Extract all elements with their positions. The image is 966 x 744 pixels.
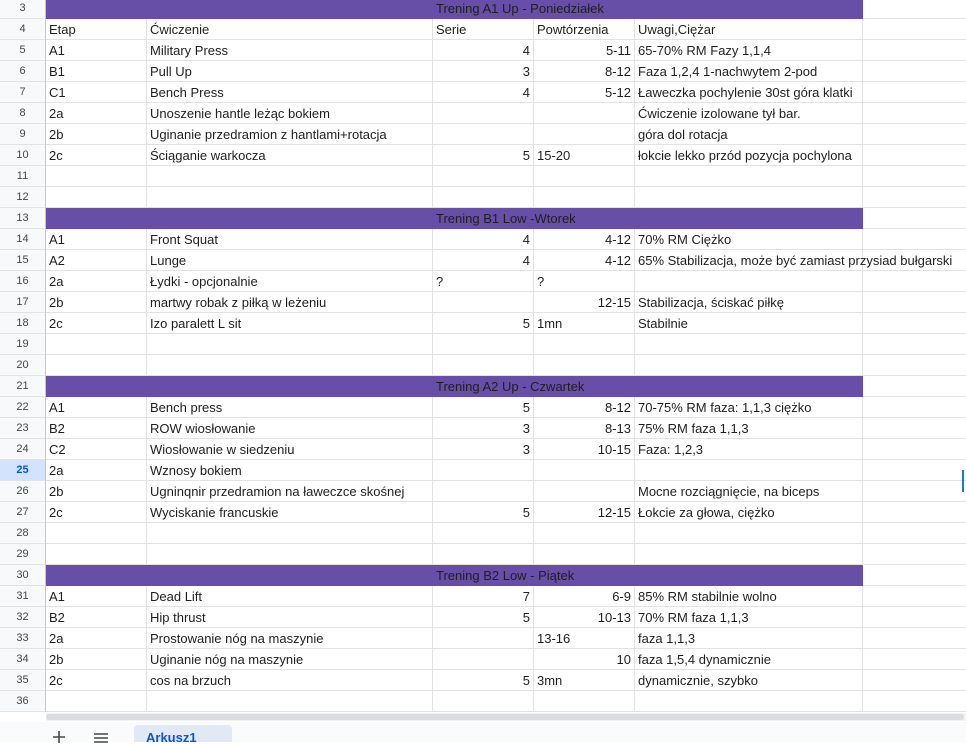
- cell-cwiczenie[interactable]: [147, 187, 433, 208]
- cell-cwiczenie[interactable]: Bench Press: [147, 82, 433, 103]
- cell-etap[interactable]: A1: [46, 40, 147, 61]
- cell-extra[interactable]: [863, 229, 966, 250]
- cell-extra[interactable]: [863, 82, 966, 103]
- row-number[interactable]: 35: [0, 670, 46, 691]
- cell-cwiczenie[interactable]: Ściąganie warkocza: [147, 145, 433, 166]
- cell-serie[interactable]: [433, 481, 534, 502]
- row-number[interactable]: 34: [0, 649, 46, 670]
- cell-uwagi[interactable]: 70% RM Ciężko: [635, 229, 863, 250]
- cell-cwiczenie[interactable]: [147, 355, 433, 376]
- section-header-row: [0, 565, 966, 586]
- cell-serie[interactable]: [433, 460, 534, 481]
- cell-cwiczenie[interactable]: [147, 334, 433, 355]
- cell-powtorzenia[interactable]: [534, 103, 635, 124]
- cell-serie[interactable]: [433, 103, 534, 124]
- cell-cwiczenie[interactable]: Ćwiczenie: [147, 19, 433, 40]
- cell-etap[interactable]: [46, 166, 147, 187]
- section-title: Trening B2 Low - Piątek: [436, 568, 575, 583]
- cell-extra[interactable]: [863, 523, 966, 544]
- cell-serie[interactable]: [433, 166, 534, 187]
- table-row: [0, 61, 966, 82]
- cell-uwagi[interactable]: Stabilnie: [635, 313, 863, 334]
- cell-powtorzenia[interactable]: ?: [534, 271, 635, 292]
- cell-extra[interactable]: [863, 355, 966, 376]
- cell-etap[interactable]: [46, 355, 147, 376]
- table-row: [0, 40, 966, 61]
- table-row: [0, 523, 966, 544]
- cell-etap[interactable]: B2: [46, 607, 147, 628]
- cell-cwiczenie[interactable]: Pull Up: [147, 61, 433, 82]
- cell-powtorzenia[interactable]: 8-13: [534, 418, 635, 439]
- cell-powtorzenia[interactable]: 6-9: [534, 586, 635, 607]
- cell-powtorzenia[interactable]: 8-12: [534, 397, 635, 418]
- row-number[interactable]: 8: [0, 103, 46, 124]
- cell-serie[interactable]: 5: [433, 313, 534, 334]
- cell-cwiczenie[interactable]: [147, 691, 433, 712]
- cell-powtorzenia[interactable]: [534, 544, 635, 565]
- cell-uwagi[interactable]: [635, 334, 863, 355]
- cell-cwiczenie[interactable]: Ugninqnir przedramion na ławeczce skośnej: [147, 481, 433, 502]
- cell-serie[interactable]: 4: [433, 40, 534, 61]
- cell-cwiczenie[interactable]: Wiosłowanie w siedzeniu: [147, 439, 433, 460]
- row-number[interactable]: 14: [0, 229, 46, 250]
- cell-etap[interactable]: B2: [46, 418, 147, 439]
- table-row: [0, 418, 966, 439]
- cell-etap[interactable]: 2b: [46, 649, 147, 670]
- cell-cwiczenie[interactable]: Dead Lift: [147, 586, 433, 607]
- cell-cwiczenie[interactable]: Wyciskanie francuskie: [147, 502, 433, 523]
- cell-powtorzenia[interactable]: 12-15: [534, 292, 635, 313]
- cell-cwiczenie[interactable]: [147, 523, 433, 544]
- cell-cwiczenie[interactable]: Military Press: [147, 40, 433, 61]
- cell-powtorzenia[interactable]: [534, 481, 635, 502]
- table-row: [0, 103, 966, 124]
- cell-serie[interactable]: 3: [433, 439, 534, 460]
- table-row: [0, 607, 966, 628]
- cell-uwagi[interactable]: Uwagi,Ciężar: [635, 19, 863, 40]
- table-row: [0, 19, 966, 40]
- cell-extra[interactable]: [863, 439, 966, 460]
- cell-cwiczenie[interactable]: Łydki - opcjonalnie: [147, 271, 433, 292]
- table-row: [0, 313, 966, 334]
- cell-uwagi[interactable]: łokcie lekko przód pozycja pochylona: [635, 145, 863, 166]
- cell-powtorzenia[interactable]: [534, 355, 635, 376]
- cell-etap[interactable]: Etap: [46, 19, 147, 40]
- cell-serie[interactable]: 4: [433, 229, 534, 250]
- cell-etap[interactable]: 2c: [46, 313, 147, 334]
- cell-cwiczenie[interactable]: Front Squat: [147, 229, 433, 250]
- cell-cwiczenie[interactable]: Izo paralett L sit: [147, 313, 433, 334]
- table-row: [0, 250, 966, 271]
- cell-extra[interactable]: [863, 628, 966, 649]
- cell-cwiczenie[interactable]: Wznosy bokiem: [147, 460, 433, 481]
- table-row: [0, 649, 966, 670]
- cell-etap[interactable]: [46, 187, 147, 208]
- table-row: [0, 82, 966, 103]
- cell-uwagi[interactable]: dynamicznie, szybko: [635, 670, 863, 691]
- cell-extra[interactable]: [863, 292, 966, 313]
- cell-serie[interactable]: Serie: [433, 19, 534, 40]
- cell-extra[interactable]: [863, 565, 966, 586]
- cell-powtorzenia[interactable]: 10: [534, 649, 635, 670]
- cell-cwiczenie[interactable]: Prostowanie nóg na maszynie: [147, 628, 433, 649]
- cell-uwagi[interactable]: [635, 166, 863, 187]
- cell-extra[interactable]: [863, 586, 966, 607]
- section-title: Trening A2 Up - Czwartek: [436, 379, 585, 394]
- table-row: [0, 628, 966, 649]
- cell-etap[interactable]: [46, 691, 147, 712]
- cell-powtorzenia[interactable]: 8-12: [534, 61, 635, 82]
- cell-etap[interactable]: C2: [46, 439, 147, 460]
- row-number[interactable]: 24: [0, 439, 46, 460]
- cell-powtorzenia[interactable]: [534, 460, 635, 481]
- section-title: Trening B1 Low -Wtorek: [436, 211, 576, 226]
- cell-uwagi[interactable]: [635, 271, 863, 292]
- cell-etap[interactable]: A1: [46, 586, 147, 607]
- hamburger-menu-icon[interactable]: [93, 732, 109, 744]
- row-number[interactable]: 6: [0, 61, 46, 82]
- row-number[interactable]: 16: [0, 271, 46, 292]
- cell-serie[interactable]: [433, 649, 534, 670]
- cell-powtorzenia[interactable]: [534, 523, 635, 544]
- cell-etap[interactable]: [46, 544, 147, 565]
- cell-serie[interactable]: [433, 292, 534, 313]
- table-row: [0, 586, 966, 607]
- cell-uwagi[interactable]: [635, 691, 863, 712]
- horizontal-scrollbar[interactable]: [46, 713, 966, 721]
- cell-serie[interactable]: 5: [433, 145, 534, 166]
- cell-serie[interactable]: 5: [433, 607, 534, 628]
- cell-uwagi[interactable]: [635, 523, 863, 544]
- cell-serie[interactable]: [433, 544, 534, 565]
- row-number[interactable]: 11: [0, 166, 46, 187]
- row-number[interactable]: 13: [0, 208, 46, 229]
- horizontal-scrollbar-thumb[interactable]: [46, 714, 964, 720]
- row-number[interactable]: 9: [0, 124, 46, 145]
- table-row: [0, 145, 966, 166]
- row-number[interactable]: 26: [0, 481, 46, 502]
- cell-extra[interactable]: [863, 0, 966, 19]
- table-row: [0, 544, 966, 565]
- cell-serie[interactable]: [433, 628, 534, 649]
- table-row: [0, 691, 966, 712]
- cell-powtorzenia[interactable]: 5-11: [534, 40, 635, 61]
- cell-extra[interactable]: [863, 670, 966, 691]
- cell-uwagi[interactable]: faza 1,1,3: [635, 628, 863, 649]
- table-row: [0, 502, 966, 523]
- cell-uwagi[interactable]: Mocne rozciągnięcie, na biceps: [635, 481, 863, 502]
- cell-uwagi[interactable]: [635, 544, 863, 565]
- cell-extra[interactable]: [863, 649, 966, 670]
- cell-serie[interactable]: 4: [433, 82, 534, 103]
- cell-cwiczenie[interactable]: [147, 544, 433, 565]
- cell-etap[interactable]: A1: [46, 397, 147, 418]
- section-title: Trening A1 Up - Poniedziałek: [436, 1, 604, 16]
- cell-uwagi[interactable]: 65% Stabilizacja, może być zamiast przysiad bułgarski: [635, 250, 863, 271]
- cell-uwagi[interactable]: Faza 1,2,4 1-nachwytem 2-pod: [635, 61, 863, 82]
- cell-extra[interactable]: [863, 460, 966, 481]
- row-number[interactable]: 12: [0, 187, 46, 208]
- table-row: [0, 166, 966, 187]
- row-number[interactable]: 10: [0, 145, 46, 166]
- cell-serie[interactable]: 5: [433, 502, 534, 523]
- cell-extra[interactable]: [863, 19, 966, 40]
- cell-serie[interactable]: [433, 691, 534, 712]
- cell-serie[interactable]: 3: [433, 418, 534, 439]
- row-number[interactable]: 4: [0, 19, 46, 40]
- row-number[interactable]: 31: [0, 586, 46, 607]
- cell-powtorzenia[interactable]: 4-12: [534, 250, 635, 271]
- cell-uwagi[interactable]: Łokcie za głowa, ciężko: [635, 502, 863, 523]
- cell-powtorzenia[interactable]: 1mn: [534, 313, 635, 334]
- row-number[interactable]: 7: [0, 82, 46, 103]
- cell-extra[interactable]: [863, 334, 966, 355]
- cell-cwiczenie[interactable]: cos na brzuch: [147, 670, 433, 691]
- cell-serie[interactable]: [433, 523, 534, 544]
- cell-uwagi[interactable]: 65-70% RM Fazy 1,1,4: [635, 40, 863, 61]
- table-row: [0, 481, 966, 502]
- cell-cwiczenie[interactable]: Lunge: [147, 250, 433, 271]
- cell-serie[interactable]: [433, 334, 534, 355]
- cell-powtorzenia[interactable]: 12-15: [534, 502, 635, 523]
- cell-extra[interactable]: [863, 271, 966, 292]
- cell-cwiczenie[interactable]: Bench press: [147, 397, 433, 418]
- row-number[interactable]: 15: [0, 250, 46, 271]
- sheet-tab-arkusz1[interactable]: Arkusz1: [134, 725, 232, 742]
- cell-powtorzenia[interactable]: 10-13: [534, 607, 635, 628]
- cell-cwiczenie[interactable]: ROW wiosłowanie: [147, 418, 433, 439]
- cell-powtorzenia[interactable]: [534, 691, 635, 712]
- cell-cwiczenie[interactable]: Hip thrust: [147, 607, 433, 628]
- cell-serie[interactable]: [433, 187, 534, 208]
- cell-uwagi[interactable]: Ławeczka pochylenie 30st góra klatki: [635, 82, 863, 103]
- cell-etap[interactable]: 2a: [46, 460, 147, 481]
- section-header-row: [0, 0, 966, 19]
- table-row: [0, 460, 966, 481]
- cell-uwagi[interactable]: [635, 187, 863, 208]
- table-row: [0, 124, 966, 145]
- section-header-row: [0, 376, 966, 397]
- row-number[interactable]: 23: [0, 418, 46, 439]
- cell-extra[interactable]: [863, 313, 966, 334]
- table-row: [0, 187, 966, 208]
- table-row: [0, 229, 966, 250]
- cell-uwagi[interactable]: góra dol rotacja: [635, 124, 863, 145]
- row-number[interactable]: 21: [0, 376, 46, 397]
- selection-marker: [962, 470, 966, 492]
- cell-extra[interactable]: [863, 376, 966, 397]
- cell-etap[interactable]: C1: [46, 82, 147, 103]
- cell-powtorzenia[interactable]: 5-12: [534, 82, 635, 103]
- cell-serie[interactable]: ?: [433, 271, 534, 292]
- cell-serie[interactable]: 7: [433, 586, 534, 607]
- cell-cwiczenie[interactable]: Uginanie nóg na maszynie: [147, 649, 433, 670]
- cell-extra[interactable]: [863, 502, 966, 523]
- cell-uwagi[interactable]: 70-75% RM faza: 1,1,3 ciężko: [635, 397, 863, 418]
- row-number[interactable]: 18: [0, 313, 46, 334]
- cell-powtorzenia[interactable]: 10-15: [534, 439, 635, 460]
- cell-cwiczenie[interactable]: [147, 166, 433, 187]
- cell-etap[interactable]: 2a: [46, 628, 147, 649]
- cell-extra[interactable]: [863, 40, 966, 61]
- cell-uwagi[interactable]: Faza: 1,2,3: [635, 439, 863, 460]
- row-number[interactable]: 5: [0, 40, 46, 61]
- cell-etap[interactable]: B1: [46, 61, 147, 82]
- cell-cwiczenie[interactable]: Uginanie przedramion z hantlami+rotacja: [147, 124, 433, 145]
- cell-etap[interactable]: 2b: [46, 292, 147, 313]
- row-number[interactable]: 33: [0, 628, 46, 649]
- cell-etap[interactable]: 2a: [46, 103, 147, 124]
- table-row: [0, 439, 966, 460]
- cell-uwagi[interactable]: 70% RM faza 1,1,3: [635, 607, 863, 628]
- cell-etap[interactable]: A2: [46, 250, 147, 271]
- cell-extra[interactable]: [863, 481, 966, 502]
- cell-etap[interactable]: 2c: [46, 670, 147, 691]
- row-number[interactable]: 20: [0, 355, 46, 376]
- row-number[interactable]: 3: [0, 0, 46, 19]
- cell-serie[interactable]: 5: [433, 397, 534, 418]
- cell-extra[interactable]: [863, 103, 966, 124]
- cell-serie[interactable]: 4: [433, 250, 534, 271]
- cell-powtorzenia[interactable]: Powtórzenia: [534, 19, 635, 40]
- table-row: [0, 271, 966, 292]
- cell-etap[interactable]: [46, 523, 147, 544]
- cell-powtorzenia[interactable]: 13-16: [534, 628, 635, 649]
- cell-serie[interactable]: 3: [433, 61, 534, 82]
- table-row: [0, 334, 966, 355]
- cell-powtorzenia[interactable]: [534, 166, 635, 187]
- cell-powtorzenia[interactable]: [534, 124, 635, 145]
- cell-etap[interactable]: A1: [46, 229, 147, 250]
- cell-etap[interactable]: 2b: [46, 481, 147, 502]
- cell-extra[interactable]: [863, 544, 966, 565]
- cell-extra[interactable]: [863, 61, 966, 82]
- cell-extra[interactable]: [863, 187, 966, 208]
- cell-powtorzenia[interactable]: [534, 187, 635, 208]
- cell-etap[interactable]: 2c: [46, 502, 147, 523]
- cell-extra[interactable]: [863, 166, 966, 187]
- cell-extra[interactable]: [863, 250, 966, 271]
- row-number[interactable]: 19: [0, 334, 46, 355]
- row-number[interactable]: 27: [0, 502, 46, 523]
- cell-cwiczenie[interactable]: Unoszenie hantle leżąc bokiem: [147, 103, 433, 124]
- cell-powtorzenia[interactable]: 3mn: [534, 670, 635, 691]
- cell-extra[interactable]: [863, 418, 966, 439]
- cell-powtorzenia[interactable]: 4-12: [534, 229, 635, 250]
- cell-extra[interactable]: [863, 397, 966, 418]
- cell-etap[interactable]: 2c: [46, 145, 147, 166]
- cell-serie[interactable]: [433, 124, 534, 145]
- table-row: [0, 292, 966, 313]
- table-row: [0, 397, 966, 418]
- cell-extra[interactable]: [863, 124, 966, 145]
- sheet-tab-bar: [0, 722, 966, 742]
- cell-powtorzenia[interactable]: 15-20: [534, 145, 635, 166]
- row-number[interactable]: 22: [0, 397, 46, 418]
- table-row: [0, 670, 966, 691]
- cell-extra[interactable]: [863, 691, 966, 712]
- cell-extra[interactable]: [863, 145, 966, 166]
- cell-uwagi[interactable]: Stabilizacja, ściskać piłkę: [635, 292, 863, 313]
- cell-cwiczenie[interactable]: martwy robak z piłką w leżeniu: [147, 292, 433, 313]
- cell-extra[interactable]: [863, 607, 966, 628]
- cell-etap[interactable]: 2a: [46, 271, 147, 292]
- cell-uwagi[interactable]: [635, 460, 863, 481]
- row-number[interactable]: 30: [0, 565, 46, 586]
- cell-etap[interactable]: 2b: [46, 124, 147, 145]
- row-number[interactable]: 28: [0, 523, 46, 544]
- cell-uwagi[interactable]: Ćwiczenie izolowane tył bar.: [635, 103, 863, 124]
- cell-etap[interactable]: [46, 334, 147, 355]
- cell-uwagi[interactable]: 75% RM faza 1,1,3: [635, 418, 863, 439]
- cell-uwagi[interactable]: 85% RM stabilnie wolno: [635, 586, 863, 607]
- section-header-row: [0, 208, 966, 229]
- row-number[interactable]: 32: [0, 607, 46, 628]
- cell-powtorzenia[interactable]: [534, 334, 635, 355]
- table-row: [0, 355, 966, 376]
- cell-uwagi[interactable]: faza 1,5,4 dynamicznie: [635, 649, 863, 670]
- row-number[interactable]: 25: [0, 460, 46, 481]
- cell-extra[interactable]: [863, 208, 966, 229]
- cell-serie[interactable]: [433, 355, 534, 376]
- row-number[interactable]: 36: [0, 691, 46, 712]
- cell-uwagi[interactable]: [635, 355, 863, 376]
- row-number[interactable]: 17: [0, 292, 46, 313]
- row-number[interactable]: 29: [0, 544, 46, 565]
- cell-serie[interactable]: 5: [433, 670, 534, 691]
